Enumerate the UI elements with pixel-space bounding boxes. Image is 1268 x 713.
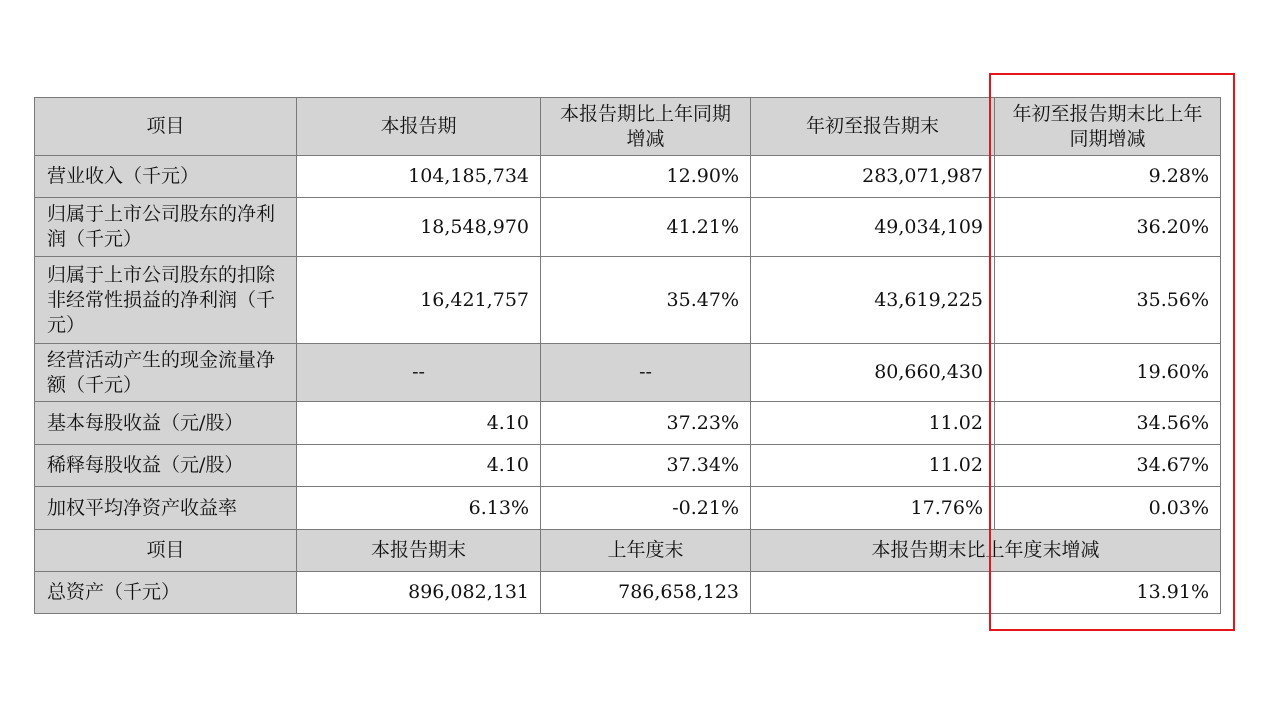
row-label: 归属于上市公司股东的扣除非经常性损益的净利润（千元） [35,257,297,344]
header-ytd-yoy: 年初至报告期末比上年同期增减 [995,98,1221,156]
header-item: 项目 [35,98,297,156]
cell-prior-year-end: 786,658,123 [541,572,751,614]
table-row [35,257,1221,344]
row-label: 归属于上市公司股东的净利润（千元） [35,198,297,257]
financial-summary-table [34,97,1221,614]
cell-change: 13.91% [751,572,1221,614]
cell-ytd: 49,034,109 [751,198,995,257]
table-row [35,198,1221,257]
cell-current-yoy: -0.21% [541,487,751,530]
cell-current-yoy: 37.34% [541,445,751,487]
cell-ytd: 80,660,430 [751,344,995,402]
cell-current-yoy: 12.90% [541,156,751,198]
cell-current: 16,421,757 [297,257,541,344]
header-current-period: 本报告期 [297,98,541,156]
row-label: 经营活动产生的现金流量净额（千元） [35,344,297,402]
cell-current: 4.10 [297,445,541,487]
cell-current-yoy: 35.47% [541,257,751,344]
header-row-2 [35,530,1221,572]
table-row [35,487,1221,530]
header2-prior-year-end: 上年度末 [541,530,751,572]
cell-current-yoy: -- [541,344,751,402]
cell-ytd: 11.02 [751,402,995,445]
cell-current: 18,548,970 [297,198,541,257]
cell-ytd: 283,071,987 [751,156,995,198]
table-row [35,445,1221,487]
cell-ytd-yoy: 19.60% [995,344,1221,402]
row-label: 总资产（千元） [35,572,297,614]
cell-current: 4.10 [297,402,541,445]
cell-current: -- [297,344,541,402]
cell-ytd-yoy: 34.56% [995,402,1221,445]
header-row [35,98,1221,156]
header2-change: 本报告期末比上年度末增减 [751,530,1221,572]
header-ytd: 年初至报告期末 [751,98,995,156]
cell-ytd-yoy: 9.28% [995,156,1221,198]
cell-ytd: 11.02 [751,445,995,487]
cell-ytd-yoy: 36.20% [995,198,1221,257]
cell-period-end: 896,082,131 [297,572,541,614]
cell-ytd-yoy: 34.67% [995,445,1221,487]
table-row [35,402,1221,445]
cell-current-yoy: 41.21% [541,198,751,257]
header-current-yoy: 本报告期比上年同期增减 [541,98,751,156]
cell-ytd: 17.76% [751,487,995,530]
cell-ytd-yoy: 0.03% [995,487,1221,530]
table-row [35,572,1221,614]
row-label: 营业收入（千元） [35,156,297,198]
header2-period-end: 本报告期末 [297,530,541,572]
row-label: 加权平均净资产收益率 [35,487,297,530]
cell-ytd: 43,619,225 [751,257,995,344]
row-label: 稀释每股收益（元/股） [35,445,297,487]
cell-ytd-yoy: 35.56% [995,257,1221,344]
header2-item: 项目 [35,530,297,572]
table-row [35,156,1221,198]
cell-current: 104,185,734 [297,156,541,198]
table-row [35,344,1221,402]
cell-current: 6.13% [297,487,541,530]
row-label: 基本每股收益（元/股） [35,402,297,445]
cell-current-yoy: 37.23% [541,402,751,445]
